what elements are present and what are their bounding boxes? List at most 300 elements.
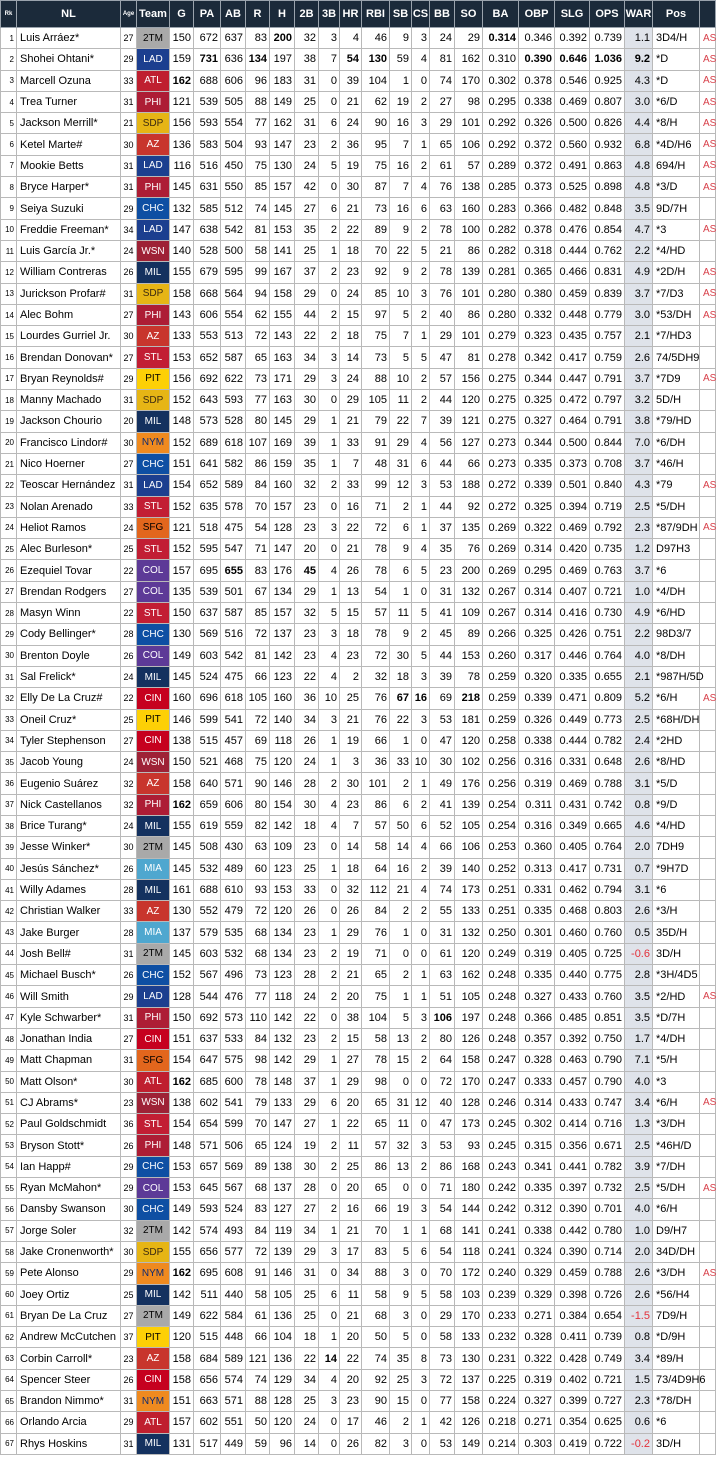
cell-ba: 0.251	[483, 879, 519, 900]
column-header-war[interactable]: WAR	[625, 1, 653, 28]
cell-slg: 0.373	[555, 453, 590, 474]
column-header-r[interactable]: R	[246, 1, 270, 28]
team-badge[interactable]: NYM	[137, 432, 170, 453]
cell-ab: 541	[221, 1092, 246, 1113]
cell-ba: 0.314	[483, 28, 519, 49]
team-badge[interactable]: PIT	[137, 709, 170, 730]
column-header-ba[interactable]: BA	[483, 1, 519, 28]
cell-cs: 0	[412, 943, 430, 964]
cell-slg: 0.411	[555, 1327, 590, 1348]
cell-pos: *78/DH	[653, 1391, 700, 1412]
player-name-link[interactable]: Brenton Doyle	[17, 645, 121, 666]
player-name-link[interactable]: Michael Busch*	[17, 965, 121, 986]
player-name-link[interactable]: Marcell Ozuna	[17, 70, 121, 91]
cell-cs: 0	[412, 1114, 430, 1135]
team-badge[interactable]: 2TM	[137, 943, 170, 964]
cell-b2: 29	[295, 283, 319, 304]
player-name-link[interactable]: Cody Bellinger*	[17, 624, 121, 645]
cell-hr: 3	[340, 752, 362, 773]
cell-sb: 67	[390, 688, 412, 709]
player-name-link[interactable]: Luis García Jr.*	[17, 240, 121, 261]
cell-ops: 0.807	[590, 91, 625, 112]
team-badge[interactable]: PIT	[137, 1327, 170, 1348]
cell-rk: 19	[1, 411, 17, 432]
cell-ba: 0.245	[483, 1135, 519, 1156]
cell-cs: 1	[412, 965, 430, 986]
cell-pos: 74/5DH9	[653, 347, 700, 368]
player-name-link[interactable]: Will Smith	[17, 986, 121, 1007]
cell-bb: 40	[430, 1092, 455, 1113]
player-name-link[interactable]: Nolan Arenado	[17, 496, 121, 517]
team-badge[interactable]: CHC	[137, 453, 170, 474]
all-star-badge	[700, 1156, 716, 1177]
cell-r: 69	[246, 730, 270, 751]
team-badge[interactable]: WSN	[137, 1092, 170, 1113]
cell-slg: 0.466	[555, 262, 590, 283]
team-badge[interactable]: COL	[137, 581, 170, 602]
cell-rk: 47	[1, 1007, 17, 1028]
team-badge[interactable]: PIT	[137, 368, 170, 389]
cell-b3: 1	[319, 411, 340, 432]
team-badge[interactable]: LAD	[137, 475, 170, 496]
cell-r: 70	[246, 496, 270, 517]
team-badge[interactable]: WSN	[137, 752, 170, 773]
team-badge[interactable]: PHI	[137, 177, 170, 198]
all-star-badge	[700, 432, 716, 453]
cell-b2: 23	[295, 134, 319, 155]
cell-sb: 35	[390, 1348, 412, 1369]
player-name-link[interactable]: Heliot Ramos	[17, 517, 121, 538]
player-name-link[interactable]: Ryan McMahon*	[17, 1178, 121, 1199]
table-row	[1, 1391, 716, 1412]
column-header-2b[interactable]: 2B	[295, 1, 319, 28]
player-name-link[interactable]: Elly De La Cruz#	[17, 688, 121, 709]
cell-age: 26	[121, 965, 137, 986]
column-header-3b[interactable]: 3B	[319, 1, 340, 28]
team-badge[interactable]: AZ	[137, 1348, 170, 1369]
player-name-link[interactable]: Jake Burger	[17, 922, 121, 943]
player-name-link[interactable]: Jesús Sánchez*	[17, 858, 121, 879]
player-name-link[interactable]: Ketel Marte#	[17, 134, 121, 155]
table-row	[1, 517, 716, 538]
cell-g: 150	[170, 28, 194, 49]
cell-r: 75	[246, 752, 270, 773]
player-name-link[interactable]: Tyler Stephenson	[17, 730, 121, 751]
team-badge[interactable]: 2TM	[137, 1305, 170, 1326]
column-header-ab[interactable]: AB	[221, 1, 246, 28]
cell-b2: 27	[295, 1199, 319, 1220]
cell-g: 152	[170, 539, 194, 560]
all-star-badge	[700, 1114, 716, 1135]
player-name-link[interactable]: Kyle Schwarber*	[17, 1007, 121, 1028]
player-name-link[interactable]: Matt Chapman	[17, 1050, 121, 1071]
team-badge[interactable]: LAD	[137, 219, 170, 240]
column-header-h[interactable]: H	[270, 1, 295, 28]
player-name-link[interactable]: Willy Adames	[17, 879, 121, 900]
all-star-badge	[700, 453, 716, 474]
player-name-link[interactable]: Brendan Donovan*	[17, 347, 121, 368]
cell-bb: 30	[430, 752, 455, 773]
cell-ba: 0.273	[483, 453, 519, 474]
cell-g: 155	[170, 1241, 194, 1262]
cell-g: 147	[170, 219, 194, 240]
team-badge[interactable]: MIL	[137, 1284, 170, 1305]
player-name-link[interactable]: Eugenio Suárez	[17, 773, 121, 794]
cell-hr: 17	[340, 1241, 362, 1262]
team-badge[interactable]: CHC	[137, 198, 170, 219]
cell-ab: 475	[221, 517, 246, 538]
cell-slg: 0.405	[555, 837, 590, 858]
cell-ba: 0.275	[483, 411, 519, 432]
player-name-link[interactable]: Dansby Swanson	[17, 1199, 121, 1220]
cell-age: 23	[121, 1348, 137, 1369]
team-badge[interactable]: MIA	[137, 922, 170, 943]
column-header-age[interactable]: Age	[121, 1, 137, 28]
cell-h: 132	[270, 1028, 295, 1049]
team-badge[interactable]: AZ	[137, 901, 170, 922]
cell-b2: 29	[295, 1092, 319, 1113]
column-header-hr[interactable]: HR	[340, 1, 362, 28]
all-star-badge	[700, 1220, 716, 1241]
cell-ab: 567	[221, 1178, 246, 1199]
cell-cs: 4	[412, 49, 430, 70]
column-header-rk[interactable]: Rk	[1, 1, 17, 28]
column-header-rbi[interactable]: RBI	[362, 1, 390, 28]
cell-war: 2.2	[625, 624, 653, 645]
player-name-link[interactable]: Jackson Merrill*	[17, 113, 121, 134]
player-name-link[interactable]: Nico Hoerner	[17, 453, 121, 474]
cell-rk: 25	[1, 539, 17, 560]
cell-sb: 1	[390, 1220, 412, 1241]
team-badge[interactable]: AZ	[137, 134, 170, 155]
team-badge[interactable]: SDP	[137, 1241, 170, 1262]
cell-rk: 48	[1, 1028, 17, 1049]
team-badge[interactable]: COL	[137, 1178, 170, 1199]
column-header-pa[interactable]: PA	[194, 1, 221, 28]
cell-so: 120	[455, 390, 483, 411]
cell-b2: 33	[295, 879, 319, 900]
player-name-link[interactable]: Brandon Nimmo*	[17, 1391, 121, 1412]
column-header-obp[interactable]: OBP	[519, 1, 555, 28]
cell-obp: 0.335	[519, 1178, 555, 1199]
player-name-link[interactable]: Jacob Young	[17, 752, 121, 773]
cell-age: 32	[121, 1220, 137, 1241]
team-badge[interactable]: SDP	[137, 283, 170, 304]
player-name-link[interactable]: Bryan Reynolds#	[17, 368, 121, 389]
cell-age: 30	[121, 1199, 137, 1220]
team-badge[interactable]: MIL	[137, 1433, 170, 1454]
cell-b3: 2	[319, 986, 340, 1007]
cell-ab: 608	[221, 1263, 246, 1284]
player-name-link[interactable]: Bryson Stott*	[17, 1135, 121, 1156]
table-row	[1, 943, 716, 964]
player-name-link[interactable]: Joey Ortiz	[17, 1284, 121, 1305]
cell-slg: 0.459	[555, 1263, 590, 1284]
cell-b3: 0	[319, 496, 340, 517]
cell-rk: 10	[1, 219, 17, 240]
cell-h: 163	[270, 347, 295, 368]
team-badge[interactable]: MIL	[137, 262, 170, 283]
player-name-link[interactable]: Jonathan India	[17, 1028, 121, 1049]
player-name-link[interactable]: Masyn Winn	[17, 603, 121, 624]
player-name-link[interactable]: Jesse Winker*	[17, 837, 121, 858]
table-row	[1, 986, 716, 1007]
player-name-link[interactable]: Brice Turang*	[17, 815, 121, 836]
team-badge[interactable]: CIN	[137, 730, 170, 751]
player-name-link[interactable]: Jackson Chourio	[17, 411, 121, 432]
player-name-link[interactable]: Manny Machado	[17, 390, 121, 411]
column-header-pos[interactable]: Pos	[653, 1, 700, 28]
team-badge[interactable]: MIL	[137, 666, 170, 687]
cell-cs: 4	[412, 177, 430, 198]
cell-rk: 36	[1, 773, 17, 794]
cell-slg: 0.417	[555, 347, 590, 368]
cell-cs: 3	[412, 28, 430, 49]
cell-g: 146	[170, 709, 194, 730]
team-badge[interactable]: 2TM	[137, 28, 170, 49]
cell-ops: 0.722	[590, 1433, 625, 1454]
player-name-link[interactable]: Jorge Soler	[17, 1220, 121, 1241]
cell-rbi: 54	[362, 581, 390, 602]
cell-age: 37	[121, 1327, 137, 1348]
team-badge[interactable]: LAD	[137, 986, 170, 1007]
player-name-link[interactable]: William Contreras	[17, 262, 121, 283]
team-badge[interactable]: PHI	[137, 304, 170, 325]
cell-obp: 0.314	[519, 603, 555, 624]
player-name-link[interactable]: Alec Burleson*	[17, 539, 121, 560]
team-badge[interactable]: STL	[137, 1114, 170, 1135]
cell-war: 2.1	[625, 666, 653, 687]
cell-rk: 46	[1, 986, 17, 1007]
team-badge[interactable]: WSN	[137, 240, 170, 261]
team-badge[interactable]: STL	[137, 603, 170, 624]
player-name-link[interactable]: Luis Arráez*	[17, 28, 121, 49]
team-badge[interactable]: MIL	[137, 879, 170, 900]
team-badge[interactable]: NYM	[137, 1263, 170, 1284]
team-badge[interactable]: PHI	[137, 1135, 170, 1156]
cell-rbi: 76	[362, 709, 390, 730]
team-badge[interactable]: PHI	[137, 1007, 170, 1028]
cell-so: 218	[455, 688, 483, 709]
cell-cs: 8	[412, 1348, 430, 1369]
player-name-link[interactable]: Josh Bell#	[17, 943, 121, 964]
player-name-link[interactable]: Corbin Carroll*	[17, 1348, 121, 1369]
cell-so: 78	[455, 666, 483, 687]
player-name-link[interactable]: Pete Alonso	[17, 1263, 121, 1284]
player-name-link[interactable]: Sal Frelick*	[17, 666, 121, 687]
player-name-link[interactable]: Lourdes Gurriel Jr.	[17, 326, 121, 347]
cell-bb: 29	[430, 113, 455, 134]
column-header-as[interactable]	[700, 1, 716, 28]
cell-ab: 587	[221, 603, 246, 624]
team-badge[interactable]: CHC	[137, 1156, 170, 1177]
cell-ops: 0.791	[590, 368, 625, 389]
cell-rbi: 86	[362, 794, 390, 815]
table-row	[1, 49, 716, 70]
cell-ab: 496	[221, 965, 246, 986]
player-name-link[interactable]: Shohei Ohtani*	[17, 49, 121, 70]
team-badge[interactable]: CHC	[137, 1199, 170, 1220]
all-star-badge: AS	[700, 91, 716, 112]
column-header-sb[interactable]: SB	[390, 1, 412, 28]
team-badge[interactable]: MIA	[137, 858, 170, 879]
cell-ba: 0.241	[483, 1220, 519, 1241]
team-badge[interactable]: LAD	[137, 49, 170, 70]
player-name-link[interactable]: Brendan Rodgers	[17, 581, 121, 602]
team-badge[interactable]: CHC	[137, 965, 170, 986]
team-badge[interactable]: NYM	[137, 1391, 170, 1412]
cell-so: 168	[455, 1156, 483, 1177]
column-header-cs[interactable]: CS	[412, 1, 430, 28]
column-header-name[interactable]: NL	[17, 1, 121, 28]
cell-b3: 1	[319, 453, 340, 474]
column-header-team[interactable]: Team	[137, 1, 170, 28]
team-badge[interactable]: ATL	[137, 70, 170, 91]
team-badge[interactable]: AZ	[137, 773, 170, 794]
player-name-link[interactable]: Freddie Freeman*	[17, 219, 121, 240]
column-header-g[interactable]: G	[170, 1, 194, 28]
cell-rk: 15	[1, 326, 17, 347]
cell-h: 133	[270, 1092, 295, 1113]
team-badge[interactable]: ATL	[137, 1071, 170, 1092]
cell-rbi: 32	[362, 666, 390, 687]
team-badge[interactable]: STL	[137, 539, 170, 560]
cell-r: 77	[246, 986, 270, 1007]
team-badge[interactable]: COL	[137, 560, 170, 581]
cell-bb: 56	[430, 432, 455, 453]
cell-ab: 550	[221, 177, 246, 198]
player-name-link[interactable]: Oneil Cruz*	[17, 709, 121, 730]
cell-so: 162	[455, 965, 483, 986]
team-badge[interactable]: STL	[137, 496, 170, 517]
cell-b3: 3	[319, 517, 340, 538]
player-name-link[interactable]: Jake Cronenworth*	[17, 1241, 121, 1262]
cell-r: 85	[246, 603, 270, 624]
column-header-ops[interactable]: OPS	[590, 1, 625, 28]
cell-r: 93	[246, 879, 270, 900]
team-badge[interactable]: PHI	[137, 91, 170, 112]
cell-sb: 29	[390, 432, 412, 453]
cell-sb: 16	[390, 113, 412, 134]
cell-b2: 34	[295, 1369, 319, 1390]
team-badge[interactable]: CIN	[137, 688, 170, 709]
cell-hr: 39	[340, 70, 362, 91]
cell-pa: 645	[194, 1178, 221, 1199]
cell-b2: 32	[295, 603, 319, 624]
cell-so: 66	[455, 453, 483, 474]
team-badge[interactable]: SFG	[137, 517, 170, 538]
team-badge[interactable]: ATL	[137, 1412, 170, 1433]
player-name-link[interactable]: Paul Goldschmidt	[17, 1114, 121, 1135]
team-badge[interactable]: SDP	[137, 390, 170, 411]
player-name-link[interactable]: Jurickson Profar#	[17, 283, 121, 304]
cell-cs: 6	[412, 815, 430, 836]
cell-age: 32	[121, 773, 137, 794]
cell-ba: 0.258	[483, 730, 519, 751]
team-badge[interactable]: STL	[137, 347, 170, 368]
all-star-badge	[700, 837, 716, 858]
team-badge[interactable]: PHI	[137, 794, 170, 815]
player-name-link[interactable]: Nick Castellanos	[17, 794, 121, 815]
player-name-link[interactable]: Christian Walker	[17, 901, 121, 922]
cell-pa: 696	[194, 688, 221, 709]
player-name-link[interactable]: Teoscar Hernández	[17, 475, 121, 496]
cell-sb: 1	[390, 70, 412, 91]
team-badge[interactable]: CIN	[137, 1369, 170, 1390]
player-name-link[interactable]: Francisco Lindor#	[17, 432, 121, 453]
cell-so: 133	[455, 901, 483, 922]
team-badge[interactable]: MIL	[137, 411, 170, 432]
column-header-slg[interactable]: SLG	[555, 1, 590, 28]
cell-rbi: 65	[362, 1178, 390, 1199]
player-name-link[interactable]: CJ Abrams*	[17, 1092, 121, 1113]
team-badge[interactable]: MIL	[137, 815, 170, 836]
player-name-link[interactable]: Trea Turner	[17, 91, 121, 112]
all-star-badge	[700, 496, 716, 517]
team-badge[interactable]: LAD	[137, 155, 170, 176]
team-badge[interactable]: SFG	[137, 1050, 170, 1071]
cell-b3: 0	[319, 1263, 340, 1284]
player-name-link[interactable]: Andrew McCutchen	[17, 1327, 121, 1348]
cell-so: 172	[455, 1263, 483, 1284]
team-badge[interactable]: 2TM	[137, 1220, 170, 1241]
cell-pos: 3D/H	[653, 1433, 700, 1454]
player-name-link[interactable]: Ian Happ#	[17, 1156, 121, 1177]
cell-b2: 30	[295, 794, 319, 815]
column-header-so[interactable]: SO	[455, 1, 483, 28]
team-badge[interactable]: AZ	[137, 326, 170, 347]
cell-rbi: 75	[362, 326, 390, 347]
cell-age: 29	[121, 368, 137, 389]
player-name-link[interactable]: Seiya Suzuki	[17, 198, 121, 219]
cell-war: 4.0	[625, 1071, 653, 1092]
player-name-link[interactable]: Mookie Betts	[17, 155, 121, 176]
cell-pa: 654	[194, 1114, 221, 1135]
cell-pa: 637	[194, 1028, 221, 1049]
player-name-link[interactable]: Rhys Hoskins	[17, 1433, 121, 1454]
player-name-link[interactable]: Spencer Steer	[17, 1369, 121, 1390]
cell-so: 103	[455, 1284, 483, 1305]
team-badge[interactable]: COL	[137, 645, 170, 666]
player-name-link[interactable]: Bryan De La Cruz	[17, 1305, 121, 1326]
cell-rbi: 88	[362, 368, 390, 389]
cell-pos: *3H/4D5	[653, 965, 700, 986]
team-badge[interactable]: 2TM	[137, 837, 170, 858]
team-badge[interactable]: CIN	[137, 1028, 170, 1049]
cell-rk: 20	[1, 432, 17, 453]
team-badge[interactable]: SDP	[137, 113, 170, 134]
cell-rk: 56	[1, 1199, 17, 1220]
cell-r: 72	[246, 901, 270, 922]
player-name-link[interactable]: Matt Olson*	[17, 1071, 121, 1092]
player-name-link[interactable]: Orlando Arcia	[17, 1412, 121, 1433]
cell-h: 200	[270, 28, 295, 49]
player-name-link[interactable]: Ezequiel Tovar	[17, 560, 121, 581]
cell-pos: *79	[653, 475, 700, 496]
cell-pa: 731	[194, 49, 221, 70]
player-name-link[interactable]: Bryce Harper*	[17, 177, 121, 198]
cell-sb: 22	[390, 411, 412, 432]
cell-age: 28	[121, 922, 137, 943]
cell-cs: 3	[412, 283, 430, 304]
cell-b2: 45	[295, 560, 319, 581]
player-name-link[interactable]: Alec Bohm	[17, 304, 121, 325]
cell-slg: 0.462	[555, 879, 590, 900]
cell-sb: 3	[390, 1433, 412, 1454]
team-badge[interactable]: CHC	[137, 624, 170, 645]
column-header-bb[interactable]: BB	[430, 1, 455, 28]
cell-slg: 0.501	[555, 475, 590, 496]
